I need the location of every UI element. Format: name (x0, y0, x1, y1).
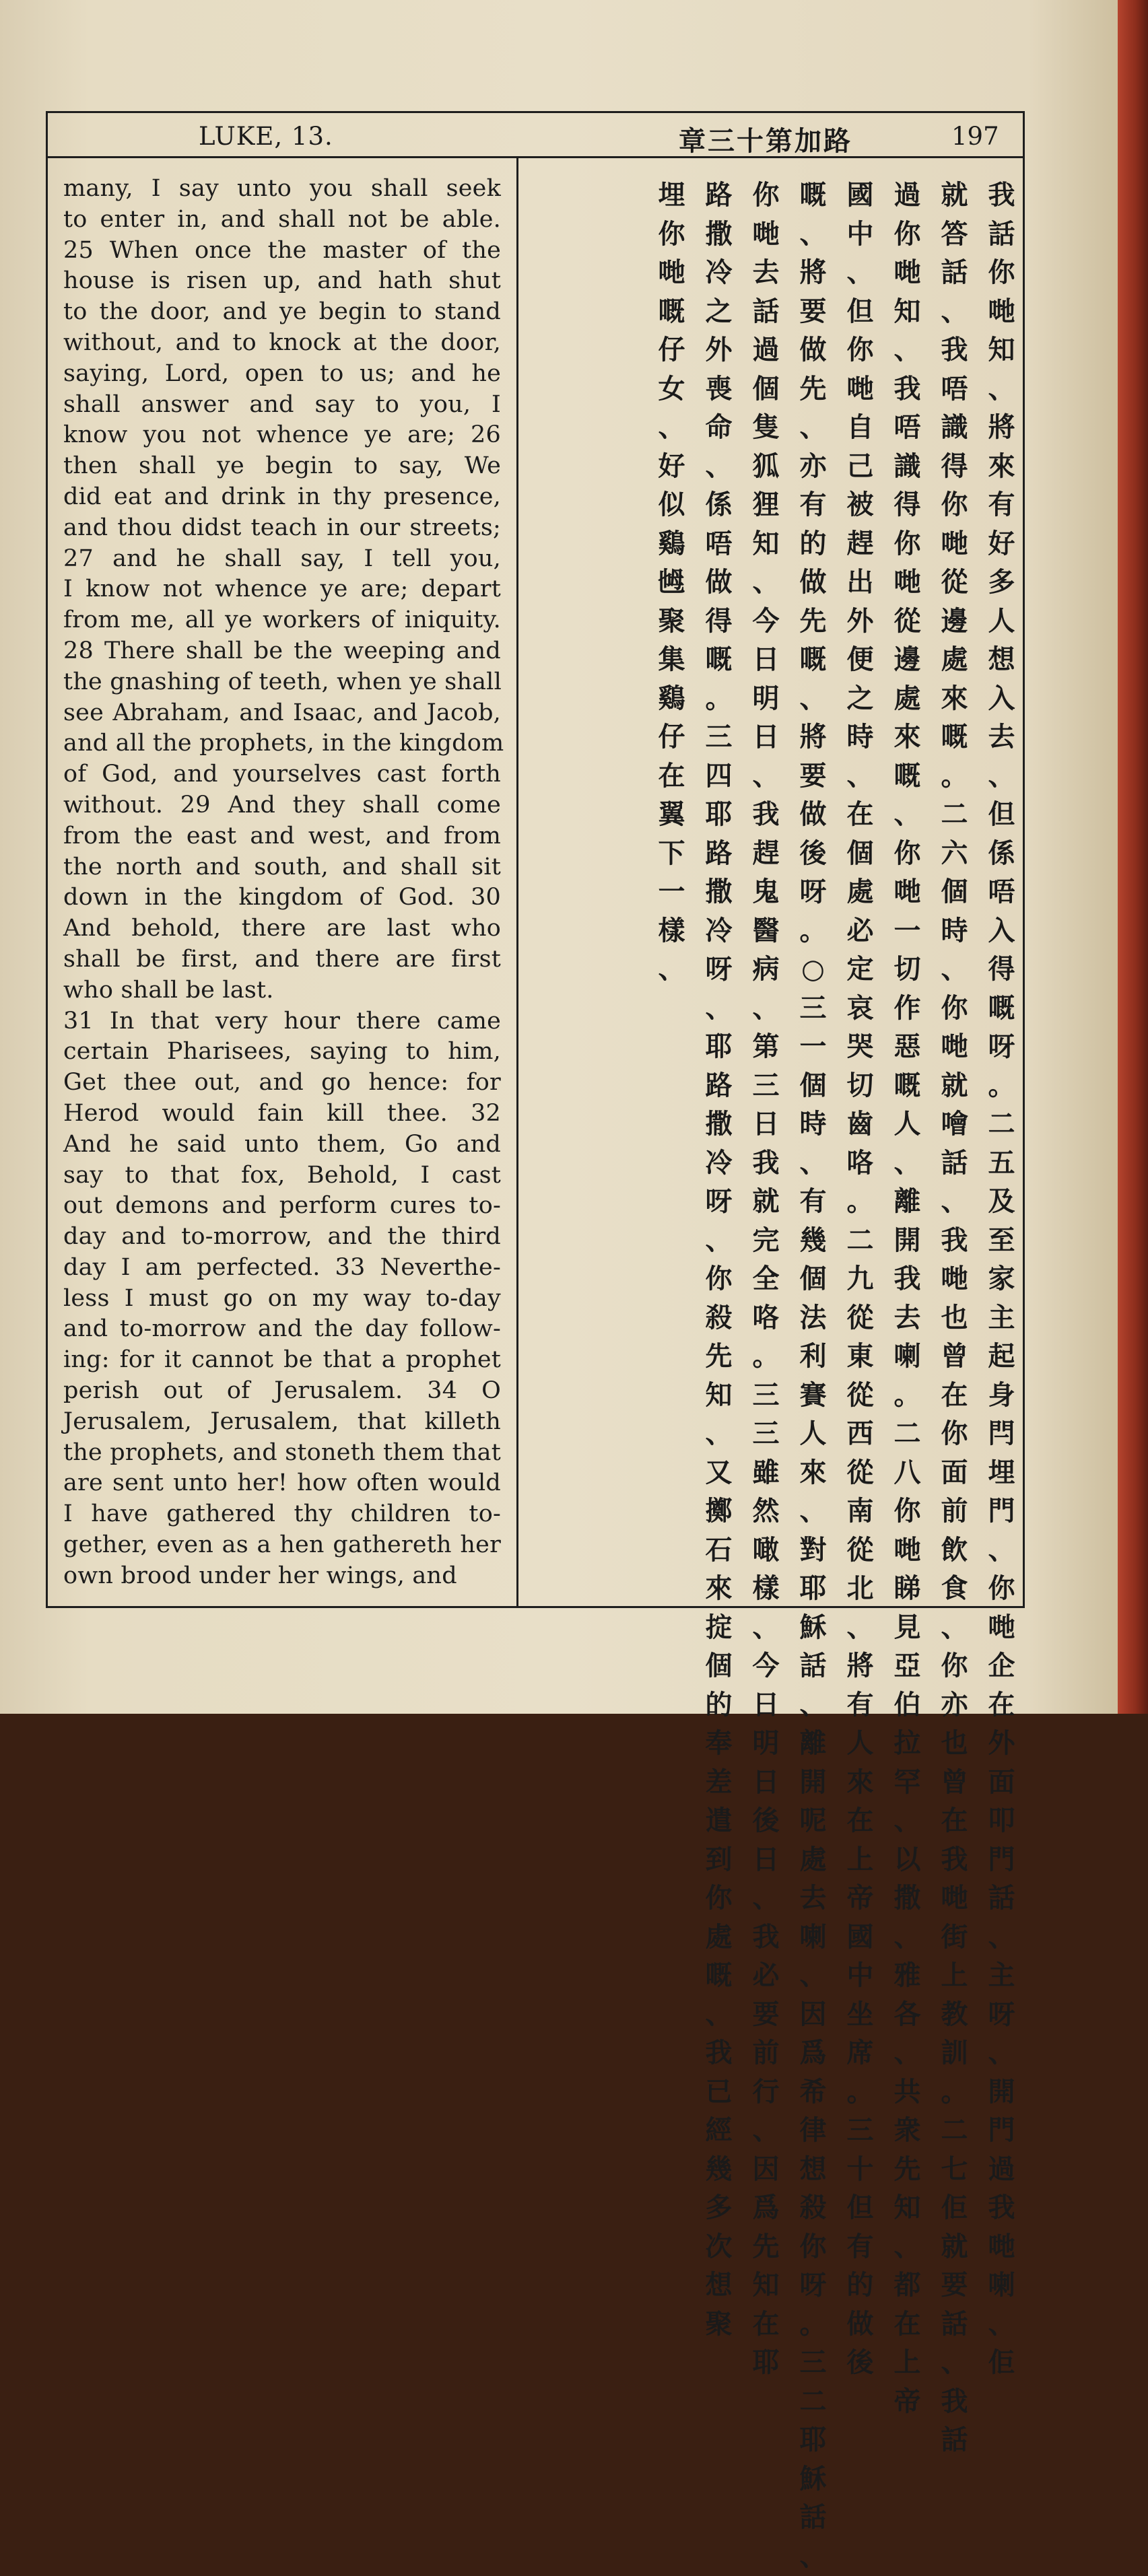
chinese-column: 過 你 哋 知 、 我 唔 識 得 你 哋 從 邊 處 來 嘅 、 你 哋 一 切 作 惡 嘅 人 、 離 開 我 去 喇 。 二 八 你 哋 睇 見 亞 伯 拉 罕 、 以 撒 、 雅 各 、 共 衆 先 知 、 都 在 上 帝 (893, 180, 921, 2417)
english-line: ing: for it cannot be that a prophet (63, 1346, 501, 1374)
english-line: are sent unto her! how often would (63, 1469, 501, 1497)
english-line: and to-morrow and the day follow- (63, 1315, 501, 1343)
page-number: 197 (951, 122, 999, 151)
chinese-column: 你 哋 去 話 過 個 隻 狐 狸 知 、 今 日 明 日 、 我 趕 鬼 醫 病 、 第 三 日 我 就 完 全 咯 。 三 三 雖 然 噉 樣 、 今 日 明 日 後 日 、 我 必 要 前 行 、 因 爲 先 知 在 耶 (752, 180, 780, 2378)
english-line: and all the prophets, in the kingdom (63, 730, 504, 757)
english-line: saying, Lord, open to us; and he (63, 359, 501, 387)
english-line: without. 29 And they shall come (63, 791, 501, 819)
english-line: see Abraham, and Isaac, and Jacob, (63, 699, 501, 726)
chinese-column: 我 話 你 哋 知 、 將 來 有 好 多 人 想 入 去 、 但 係 唔 入 得 嘅 呀 。 二 五 及 至 家 主 起 身 閂 埋 門 、 你 哋 企 在 外 面 叩 門 話 、 主 呀 、 開 門 過 我 哋 喇 、 佢 (988, 180, 1015, 2378)
english-line: of God, and yourselves cast forth (63, 761, 501, 788)
english-line: out demons and perform cures to- (63, 1192, 501, 1220)
english-line: gether, even as a hen gathereth her (63, 1531, 501, 1559)
english-line: And he said unto them, Go and (63, 1130, 501, 1158)
chinese-column: 嘅 、 將 要 做 先 、 亦 有 的 做 先 嘅 、 將 要 做 後 呀 。 ○ 三 一 個 時 、 有 幾 個 法 利 賽 人 來 、 對 耶 穌 話 、 離 開 呢 處 去 喇 、 因 爲 希 律 想 殺 你 呀 。 三 二 耶 穌 話 、 (799, 180, 827, 2572)
english-line: from the east and west, and from (63, 822, 501, 849)
english-line: from me, all ye workers of iniquity. (63, 606, 501, 634)
english-line: less I must go on my way to-day (63, 1284, 501, 1312)
english-line: many, I say unto you shall seek (63, 175, 501, 202)
english-line: I have gathered thy children to- (63, 1500, 501, 1528)
english-line: And behold, there are last who (63, 915, 501, 942)
english-line: I know not whence ye are; depart (63, 576, 501, 603)
chinese-text-area (531, 176, 1022, 2572)
chinese-column: 就 答 話 、 我 唔 識 得 你 哋 從 邊 處 來 嘅 。 二 六 個 時 、 你 哋 就 噲 話 、 我 哋 也 曾 在 你 面 前 飲 食 、 你 亦 也 曾 在 我 哋 街 上 教 訓 。 二 七 佢 就 要 話 、 我 話 (941, 180, 968, 2456)
english-line: the gnashing of teeth, when ye shall (63, 668, 502, 695)
english-line: say to that fox, Behold, I cast (63, 1161, 501, 1189)
english-line: then shall ye begin to say, We (63, 452, 501, 480)
page-edge (1118, 0, 1148, 1714)
english-line: day and to-morrow, and the third (63, 1223, 501, 1251)
english-line: down in the kingdom of God. 30 (63, 884, 501, 911)
running-header-english: LUKE, 13. (199, 122, 333, 151)
english-line: certain Pharisees, saying to him, (63, 1038, 501, 1066)
english-line: shall be first, and there are first (63, 945, 501, 973)
english-text-column (63, 174, 504, 1592)
english-line: to enter in, and shall not be able. (63, 205, 501, 233)
english-line: did eat and drink in thy presence, (63, 483, 501, 510)
english-line: and thou didst teach in our streets; (63, 514, 501, 541)
english-line: Get thee out, and go hence: for (63, 1069, 501, 1096)
running-header-chinese: 章三十第加路 (679, 126, 852, 157)
english-line: know you not whence ye are; 26 (63, 421, 501, 449)
header-rule (46, 156, 1025, 158)
english-line: the prophets, and stoneth them that (63, 1438, 501, 1466)
english-line: the north and south, and shall sit (63, 853, 501, 880)
chinese-column: 路 撒 冷 之 外 喪 命 、 係 唔 做 得 嘅 。 三 四 耶 路 撒 冷 呀 、 耶 路 撒 冷 呀 、 你 殺 先 知 、 又 擲 石 來 掟 個 的 奉 差 遣 到 你 處 嘅 、 我 已 經 幾 多 次 想 聚 (705, 180, 733, 2340)
column-divider (516, 156, 518, 1608)
english-line: shall answer and say to you, I (63, 390, 501, 418)
english-line: Herod would fain kill thee. 32 (63, 1099, 501, 1127)
english-line: 31 In that very hour there came (63, 1007, 501, 1035)
english-line: perish out of Jerusalem. 34 O (63, 1377, 501, 1405)
english-line: without, and to knock at the door, (63, 328, 501, 356)
english-line: 25 When once the master of the (63, 236, 501, 264)
english-line: 27 and he shall say, I tell you, (63, 545, 501, 572)
english-line: Jerusalem, Jerusalem, that killeth (63, 1407, 501, 1435)
english-line: to the door, and ye begin to stand (63, 298, 501, 326)
english-line: day I am perfected. 33 Neverthe- (63, 1253, 501, 1281)
english-line: who shall be last. (63, 976, 274, 1004)
english-line: house is risen up, and hath shut (63, 267, 501, 295)
chinese-column: 國 中 、 但 你 哋 自 己 被 趕 出 外 便 之 時 、 在 個 處 必 定 哀 哭 切 齒 咯 。 二 九 從 東 從 西 從 南 從 北 、 將 有 人 來 在 上 帝 國 中 坐 席 。 三 十 但 有 的 做 後 (846, 180, 874, 2378)
english-line: own brood under her wings, and (63, 1562, 457, 1589)
english-line: 28 There shall be the weeping and (63, 637, 501, 664)
chinese-column: 埋 你 哋 嘅 仔 女 、 好 似 鷄 乸 聚 集 鷄 仔 在 翼 下 一 樣 、 (658, 180, 685, 985)
